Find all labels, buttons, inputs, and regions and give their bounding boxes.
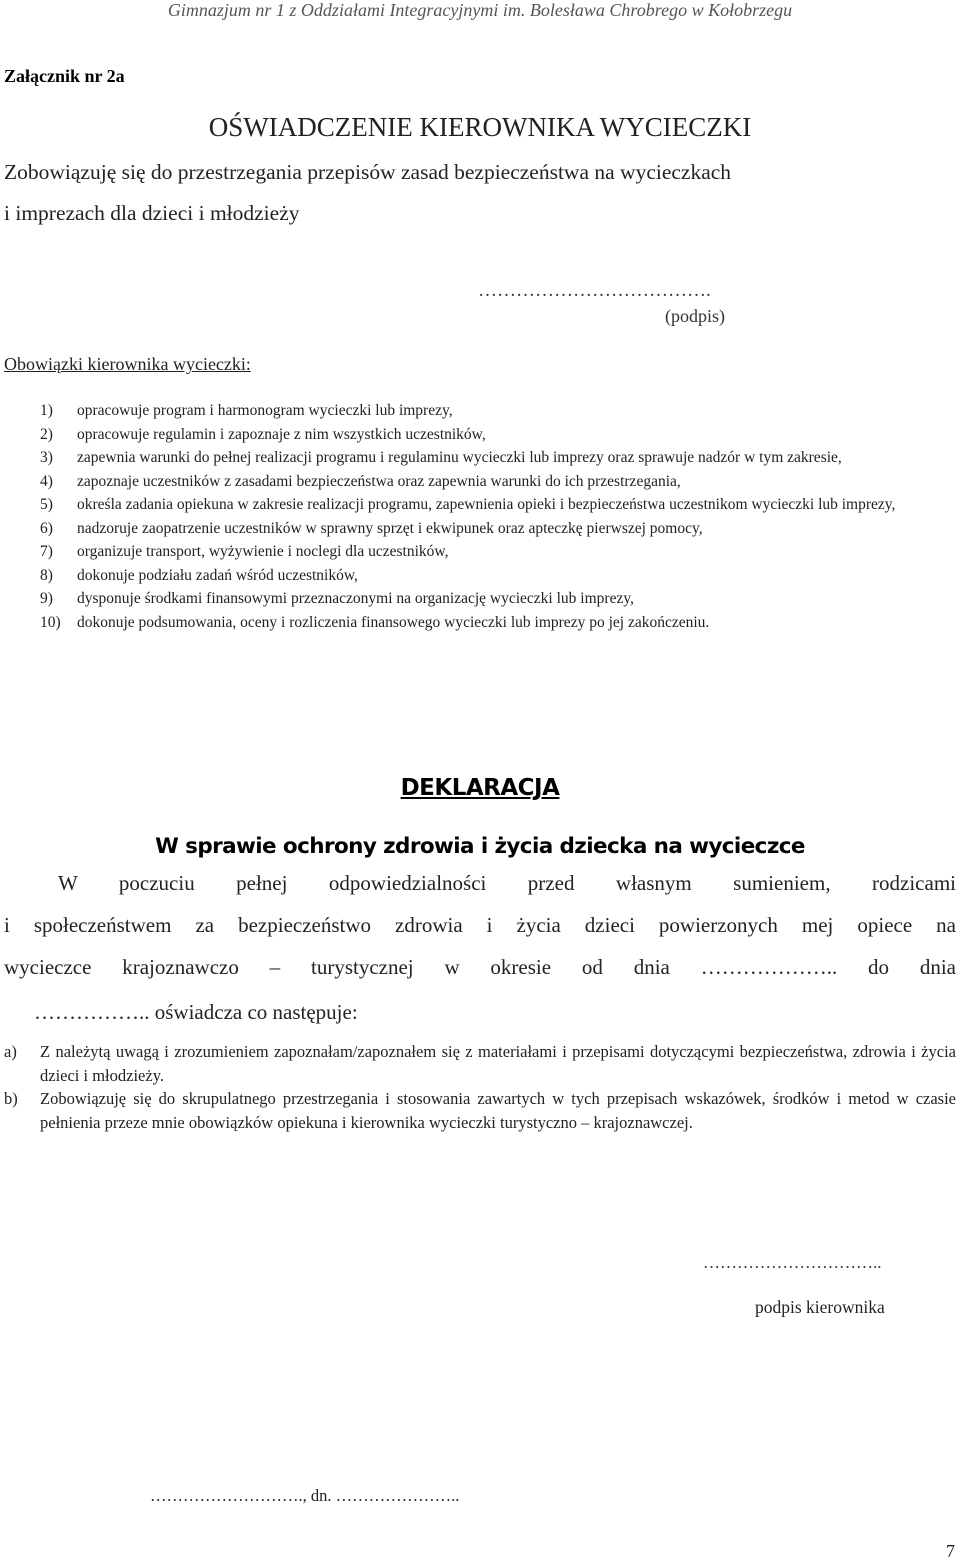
list-item	[0, 1040, 960, 1087]
list-item	[0, 446, 960, 470]
item-text: Z należytą uwagą i zrozumieniem zapoznałam/zapoznałem się z materiałami i przepisami dotyczącymi bezpieczeństwa, zdrowia i życia dzieci i młodzieży.	[40, 1042, 956, 1085]
list-item	[0, 399, 960, 423]
item-number: 4)	[40, 472, 53, 490]
item-text: organizuje transport, wyżywienie i noclegi dla uczestników,	[77, 543, 449, 560]
duties-list	[0, 399, 960, 634]
annex-label: Załącznik nr 2a	[4, 66, 125, 86]
item-number: 9)	[40, 590, 53, 607]
item-number: 2)	[40, 425, 53, 443]
declaration-line-2: i społeczeństwem za bezpieczeństwo zdrowia i życia dzieci powierzonych mej opiece na	[4, 913, 956, 937]
declaration-subtitle: W sprawie ochrony zdrowia i życia dziecka na wycieczce	[155, 834, 805, 859]
leader-signature-label: podpis kierownika	[755, 1297, 885, 1317]
list-item	[0, 1087, 960, 1134]
page-number: 7	[946, 1541, 955, 1561]
item-text: określa zadania opiekuna w zakresie realizacji programu, zapewnienia opieki i bezpieczeństwa uczestnikom wycieczki lub imprezy,	[77, 496, 896, 513]
list-item	[0, 470, 960, 494]
item-letter: b)	[4, 1089, 18, 1108]
item-number: 3)	[40, 449, 53, 466]
item-number: 8)	[40, 566, 53, 584]
statement-line-2: i imprezach dla dzieci i młodzieży	[4, 201, 300, 225]
declaration-line-4: …………….. oświadcza co następuje:	[34, 1000, 358, 1024]
list-item	[0, 587, 960, 611]
item-text: dokonuje podsumowania, oceny i rozliczenia finansowego wycieczki lub imprezy po jej zakończeniu.	[77, 613, 710, 631]
item-letter: a)	[4, 1042, 17, 1061]
item-number: 7)	[40, 543, 53, 560]
declaration-line-3: wycieczce krajoznawczo – turystycznej w okresie od dnia ……………….. do dnia	[4, 955, 956, 979]
signature-dots: ……………………………….	[478, 280, 711, 301]
item-text: zapoznaje uczestników z zasadami bezpieczeństwa oraz zapewnia warunki do ich przestrzegania,	[77, 472, 681, 490]
item-number: 5)	[40, 496, 53, 513]
list-item	[0, 564, 960, 588]
item-text: nadzoruje zaopatrzenie uczestników w sprawny sprzęt i ekwipunek oraz apteczkę pierwszej pomocy,	[77, 519, 703, 537]
place-date-line: ………………………., dn. …………………..	[150, 1486, 460, 1505]
item-text: Zobowiązuję się do skrupulatnego przestrzegania i stosowania zawartych w tych przepisach wskazówek, środków i metod w czasie pełnienia przeze mnie obowiązków opiekuna i kierownika wycieczki turystyczno – krajoznawczej.	[40, 1089, 956, 1132]
item-text: opracowuje regulamin i zapoznaje z nim wszystkich uczestników,	[77, 425, 486, 443]
leader-signature-dots: …………………………..	[703, 1253, 882, 1272]
item-text: opracowuje program i harmonogram wycieczki lub imprezy,	[77, 402, 453, 419]
item-text: dysponuje środkami finansowymi przeznaczonymi na organizację wycieczki lub imprezy,	[77, 590, 634, 607]
declaration-points	[0, 1040, 960, 1134]
signature-label: (podpis)	[665, 306, 725, 326]
page-header: Gimnazjum nr 1 z Oddziałami Integracyjnymi im. Bolesława Chrobrego w Kołobrzegu	[167, 0, 793, 20]
list-item	[0, 493, 960, 517]
declaration-title-text: DEKLARACJA	[400, 775, 560, 801]
item-text: zapewnia warunki do pełnej realizacji programu i regulaminu wycieczki lub imprezy oraz sprawuje nadzór w tym zakresie,	[77, 449, 842, 466]
statement-title: OŚWIADCZENIE KIEROWNIKA WYCIECZKI	[208, 112, 752, 142]
item-number: 6)	[40, 519, 53, 537]
item-number: 1)	[40, 402, 53, 419]
duties-heading: Obowiązki kierownika wycieczki:	[4, 354, 251, 374]
declaration-title	[0, 775, 960, 801]
list-item	[0, 517, 960, 541]
statement-line-1: Zobowiązuję się do przestrzegania przepisów zasad bezpieczeństwa na wycieczkach	[4, 160, 732, 184]
list-item	[0, 540, 960, 564]
declaration-line-1: W poczuciu pełnej odpowiedzialności przed własnym sumieniem, rodzicami	[58, 871, 956, 895]
list-item	[0, 611, 960, 635]
item-number: 10)	[40, 613, 61, 631]
list-item	[0, 423, 960, 447]
item-text: dokonuje podziału zadań wśród uczestników,	[77, 566, 358, 584]
